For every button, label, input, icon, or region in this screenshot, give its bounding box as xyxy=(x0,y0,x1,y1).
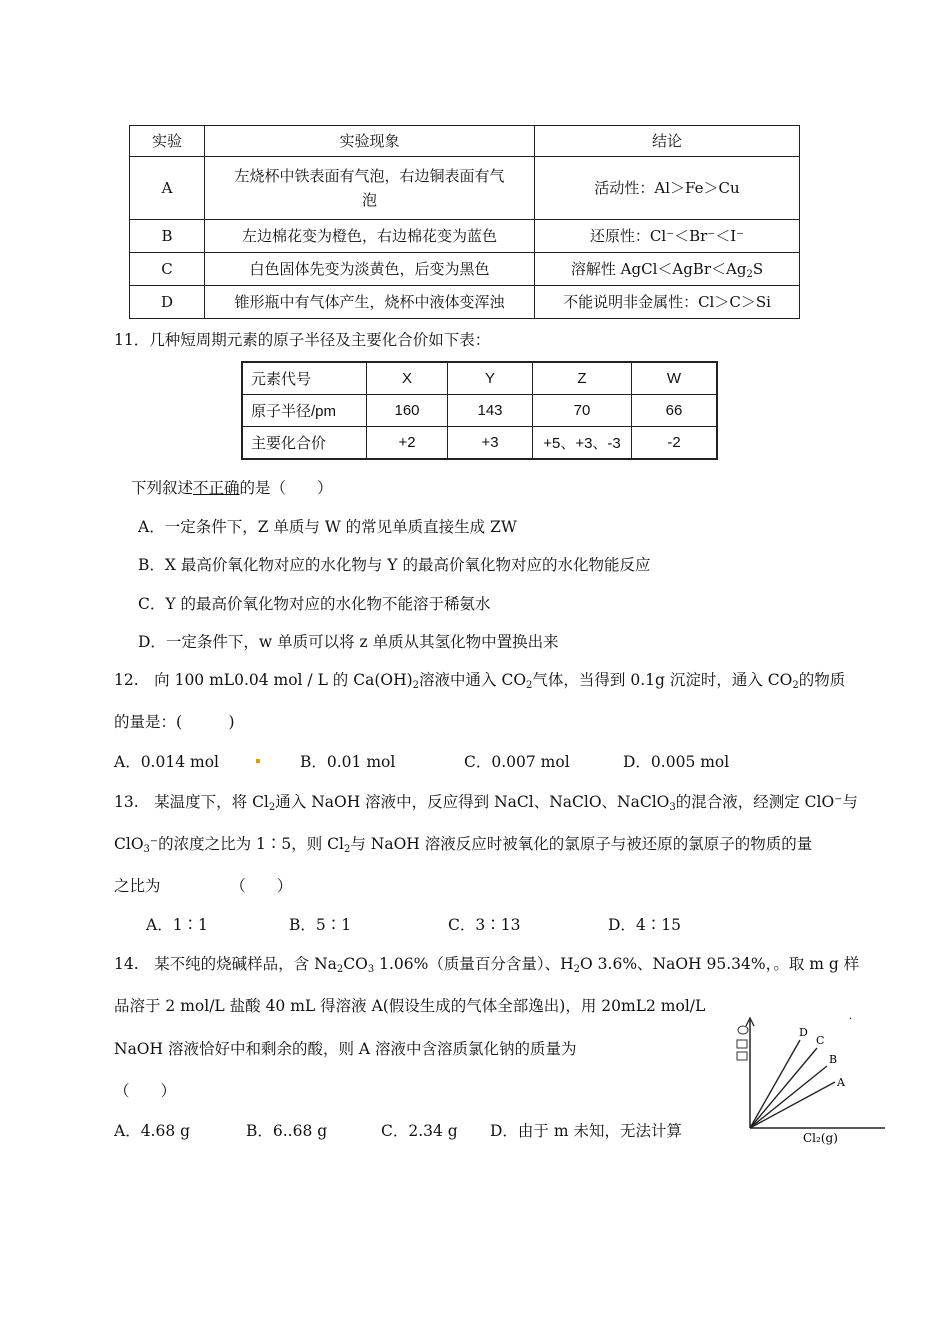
table-header-cell: Y xyxy=(448,362,533,395)
y-axis-label-glyph xyxy=(737,1026,748,1060)
q14-option-b: B．6..68 g xyxy=(246,1122,328,1140)
stem-text: CO xyxy=(343,955,368,973)
stem-text: ClO xyxy=(114,835,144,853)
table-header-cell: Z xyxy=(533,362,632,395)
table-row xyxy=(130,157,800,220)
q14-stem-line1 xyxy=(114,952,859,974)
conclusion-text: 溶解性 AgCl＜AgBr＜Ag xyxy=(570,260,747,278)
row-conclusion: 还原性：Cl⁻＜Br⁻＜I⁻ xyxy=(535,220,800,253)
stem-text: 与 NaOH 溶液反应时被氧化的氯原子与被还原的氯原子的物质的量 xyxy=(350,835,813,853)
table-row xyxy=(242,427,717,460)
subscript: 2 xyxy=(343,844,351,855)
stem-text: 13. 某温度下，将 Cl xyxy=(114,793,269,811)
prompt-text: 的是（ ） xyxy=(239,479,333,497)
stem-text: 的物质 xyxy=(798,671,846,689)
stem-text: ⁻的浓度之比为 1∶5，则 Cl xyxy=(149,835,344,853)
line-c xyxy=(750,1048,817,1128)
q13-option-b: B．5∶1 xyxy=(289,916,352,934)
subscript: 3 xyxy=(143,844,150,855)
phenomenon-line: 左烧杯中铁表面有气泡，右边铜表面有气 xyxy=(234,167,505,185)
table-header-cell: W xyxy=(632,362,718,395)
table-header-cell: X xyxy=(367,362,448,395)
subscript: 2 xyxy=(336,964,344,975)
row-conclusion: 不能说明非金属性：Cl＞C＞Si xyxy=(535,286,800,319)
subscript: 2 xyxy=(268,802,276,813)
experiment-table xyxy=(129,125,800,319)
table-cell: 66 xyxy=(632,395,718,427)
q14-option-d: D．由于 m 未知，无法计算 xyxy=(490,1122,682,1140)
table-row xyxy=(242,395,717,427)
table-cell: 原子半径/pm xyxy=(242,395,367,427)
table-cell: 160 xyxy=(367,395,448,427)
q14-stem-line3: NaOH 溶液恰好中和剩余的酸，则 A 溶液中含溶质氯化钠的质量为 xyxy=(114,1040,577,1058)
q14-stem-line2: 品溶于 2 mol/L 盐酸 40 mL 得溶液 A(假设生成的气体全部逸出)，用 20mL2 mol/L xyxy=(114,997,706,1015)
prompt-text: 下列叙述 xyxy=(131,479,194,497)
row-phenomenon: 白色固体先变为淡黄色，后变为黑色 xyxy=(205,253,535,286)
subscript: 2 xyxy=(792,680,799,691)
table-cell: +5、+3、-3 xyxy=(533,427,632,460)
line-label-a: A xyxy=(837,1076,845,1089)
stem-text: 12. 向 100 mL0.04 mol / L 的 Ca(OH) xyxy=(114,671,413,689)
q14-option-a: A．4.68 g xyxy=(114,1122,191,1140)
line-label-b: B xyxy=(829,1053,838,1066)
table-cell: -2 xyxy=(632,427,718,460)
table-header-cell: 元素代号 xyxy=(242,362,367,395)
subscript: 3 xyxy=(669,802,676,813)
stem-text: 14. 某不纯的烧碱样品，含 Na xyxy=(114,955,337,973)
row-label: B xyxy=(130,220,205,253)
table-cell: 143 xyxy=(448,395,533,427)
subscript: 3 xyxy=(367,964,375,975)
q13-stem-line1 xyxy=(114,790,858,812)
table-row xyxy=(130,220,800,253)
q11-option-a: A．一定条件下，Z 单质与 W 的常见单质直接生成 ZW xyxy=(138,518,517,536)
q14-option-c: C．2.34 g xyxy=(381,1122,458,1140)
subscript: 2 xyxy=(573,964,581,975)
conclusion-text: S xyxy=(752,260,764,278)
stem-text: 1.06%（质量百分含量）、H xyxy=(374,955,574,973)
table-row xyxy=(130,286,800,319)
stem-text: 的混合液，经测定 ClO⁻与 xyxy=(675,793,858,811)
table-cell: +3 xyxy=(448,427,533,460)
table-cell: 主要化合价 xyxy=(242,427,367,460)
q12-option-c: C．0.007 mol xyxy=(464,753,570,771)
stem-text: 通入 NaOH 溶液中，反应得到 NaCl、NaClO、NaClO xyxy=(275,793,670,811)
row-phenomenon xyxy=(205,157,535,220)
q13-option-a: A．1∶1 xyxy=(146,916,208,934)
row-label: C xyxy=(130,253,205,286)
q11-option-b: B．X 最高价氧化物对应的水化物与 Y 的最高价氧化物对应的水化物能反应 xyxy=(138,556,651,574)
phenomenon-line: 泡 xyxy=(361,191,377,209)
row-conclusion: 活动性：Al＞Fe＞Cu xyxy=(535,157,800,220)
q11-option-c: C．Y 的最高价氧化物对应的水化物不能溶于稀氨水 xyxy=(138,595,491,613)
subscript: 2 xyxy=(412,680,420,691)
stem-text: 溶液中通入 CO xyxy=(419,671,527,689)
element-table xyxy=(241,361,718,460)
subscript: 2 xyxy=(526,680,533,691)
cl2-graph xyxy=(725,1010,905,1145)
q11-stem: 11．几种短周期元素的原子半径及主要化合价如下表： xyxy=(114,331,491,349)
table-cell: 70 xyxy=(533,395,632,427)
q11-prompt xyxy=(131,476,333,498)
row-conclusion xyxy=(535,253,800,286)
line-label-d: D xyxy=(799,1026,808,1039)
x-axis-label: Cl₂(g) xyxy=(803,1131,838,1145)
row-label: D xyxy=(130,286,205,319)
q12-option-a: A．0.014 mol xyxy=(114,753,219,771)
q12-option-d: D．0.005 mol xyxy=(623,753,730,771)
subscript: 2 xyxy=(746,269,753,280)
table-row xyxy=(130,253,800,286)
prompt-underlined: 不正确 xyxy=(193,479,240,497)
stray-dot xyxy=(256,759,260,763)
row-phenomenon: 锥形瓶中有气体产生，烧杯中液体变浑浊 xyxy=(205,286,535,319)
q11-option-d: D．一定条件下，w 单质可以将 z 单质从其氢化物中置换出来 xyxy=(138,633,559,651)
row-phenomenon: 左边棉花变为橙色，右边棉花变为蓝色 xyxy=(205,220,535,253)
line-label-c: C xyxy=(816,1034,825,1047)
stem-text: O 3.6%、NaOH 95.34%，。取 m g 样 xyxy=(580,955,860,973)
mark-dot: · xyxy=(849,1014,853,1025)
line-b xyxy=(750,1066,827,1128)
q12-option-b: B．0.01 mol xyxy=(300,753,396,771)
q14-stem-line4: （ ） xyxy=(114,1082,177,1100)
stem-text: 气体，当得到 0.1g 沉淀时，通入 CO xyxy=(532,671,793,689)
table-header-cell: 结论 xyxy=(535,126,800,157)
q13-stem-line3: 之比为 （ ） xyxy=(114,877,293,895)
row-label: A xyxy=(130,157,205,220)
table-header-cell: 实验 xyxy=(130,126,205,157)
table-header-row xyxy=(130,126,800,157)
q13-stem-line2 xyxy=(114,832,812,854)
q13-option-d: D．4∶15 xyxy=(608,916,682,934)
q12-stem-line2: 的量是：( ) xyxy=(114,713,235,731)
table-header-row xyxy=(242,362,717,395)
table-header-cell: 实验现象 xyxy=(205,126,535,157)
table-cell: +2 xyxy=(367,427,448,460)
q12-stem-line1 xyxy=(114,668,845,690)
q13-option-c: C．3∶13 xyxy=(448,916,521,934)
